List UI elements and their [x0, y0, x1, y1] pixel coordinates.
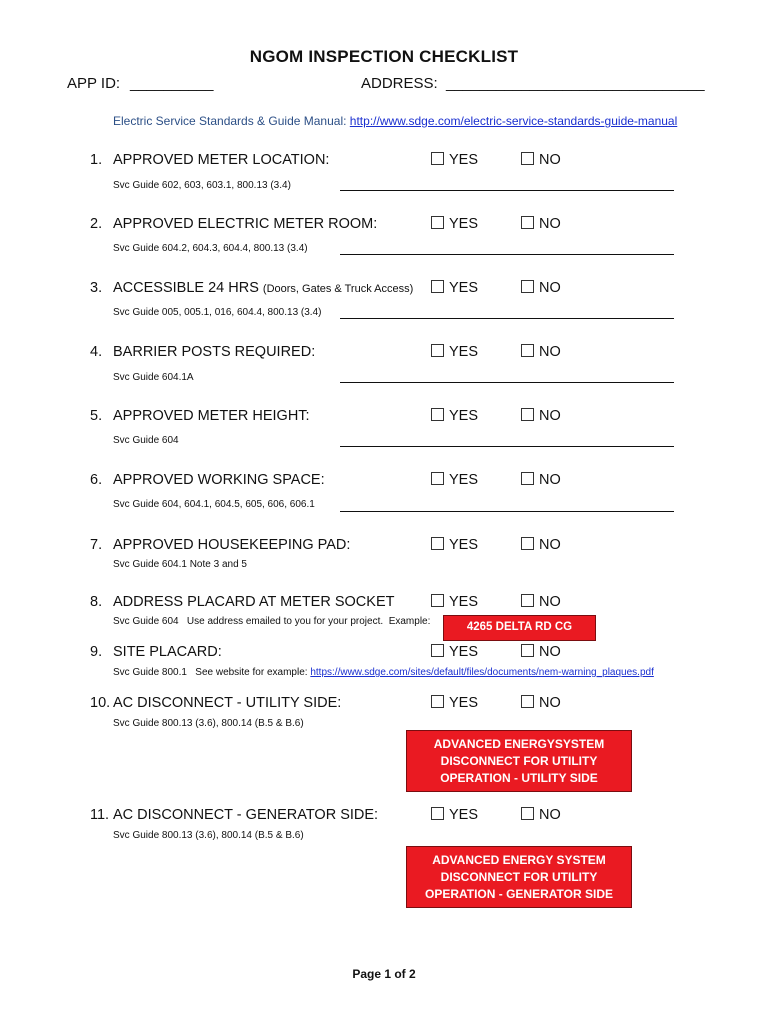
yes-checkbox[interactable] — [431, 472, 444, 485]
no-option-3[interactable] — [521, 280, 561, 296]
no-option-2[interactable] — [521, 216, 561, 232]
no-option-5[interactable] — [521, 408, 561, 424]
yes-label: YES — [449, 280, 479, 296]
no-checkbox[interactable] — [521, 472, 534, 485]
generator-side-placard — [406, 846, 632, 908]
yes-option-2[interactable] — [431, 216, 478, 232]
placard-line: DISCONNECT FOR UTILITY — [440, 754, 598, 768]
yes-label: YES — [449, 408, 479, 424]
notes-line-5[interactable] — [340, 446, 674, 447]
yes-label: YES — [449, 472, 479, 488]
yes-checkbox[interactable] — [431, 695, 444, 708]
item-label-note: (Doors, Gates & Truck Access) — [262, 283, 414, 295]
placard-line: DISCONNECT FOR UTILITY — [440, 870, 598, 884]
no-checkbox[interactable] — [521, 152, 534, 165]
yes-label: YES — [449, 216, 479, 232]
no-label: NO — [539, 344, 561, 360]
yes-option-3[interactable] — [431, 280, 478, 296]
no-label: NO — [539, 472, 561, 488]
yes-checkbox[interactable] — [431, 594, 444, 607]
yes-label: YES — [449, 807, 479, 823]
no-option-10[interactable] — [521, 695, 561, 711]
no-label: NO — [539, 537, 561, 553]
notes-line-1[interactable] — [340, 190, 674, 191]
item-label: APPROVED METER HEIGHT: — [113, 408, 310, 424]
item-reference: Svc Guide 604.1A — [113, 372, 194, 383]
placard-line: ADVANCED ENERGY SYSTEM — [432, 853, 606, 867]
no-option-11[interactable] — [521, 807, 561, 823]
yes-checkbox[interactable] — [431, 408, 444, 421]
item-reference: Svc Guide 604.2, 604.3, 604.4, 800.13 (3.4) — [113, 243, 308, 254]
no-label: NO — [539, 807, 561, 823]
item-number: 7. — [90, 537, 103, 553]
item-label: APPROVED ELECTRIC METER ROOM: — [113, 216, 378, 232]
yes-option-6[interactable] — [431, 472, 478, 488]
item-number: 4. — [90, 344, 103, 360]
notes-line-6[interactable] — [340, 511, 674, 512]
yes-option-9[interactable] — [431, 644, 478, 660]
no-label: NO — [539, 594, 561, 610]
yes-label: YES — [449, 695, 479, 711]
no-checkbox[interactable] — [521, 594, 534, 607]
no-checkbox[interactable] — [521, 644, 534, 657]
item-number: 9. — [90, 644, 103, 660]
yes-checkbox[interactable] — [431, 537, 444, 550]
no-checkbox[interactable] — [521, 344, 534, 357]
item-label: APPROVED HOUSEKEEPING PAD: — [113, 537, 351, 553]
placard-line: OPERATION - UTILITY SIDE — [440, 771, 598, 785]
no-checkbox[interactable] — [521, 537, 534, 550]
no-label: NO — [539, 695, 561, 711]
no-option-8[interactable] — [521, 594, 561, 610]
yes-option-10[interactable] — [431, 695, 478, 711]
notes-line-3[interactable] — [340, 318, 674, 319]
no-option-4[interactable] — [521, 344, 561, 360]
item-number: 6. — [90, 472, 103, 488]
item-number: 10. — [90, 695, 111, 711]
item-label: ADDRESS PLACARD AT METER SOCKET — [113, 594, 395, 610]
no-option-6[interactable] — [521, 472, 561, 488]
notes-line-4[interactable] — [340, 382, 674, 383]
app-id-label: APP ID: — [67, 75, 121, 92]
yes-option-4[interactable] — [431, 344, 478, 360]
yes-option-7[interactable] — [431, 537, 478, 553]
item-label: APPROVED METER LOCATION: — [113, 152, 330, 168]
item-label-text: ACCESSIBLE 24 HRS — [113, 280, 259, 296]
item-label: AC DISCONNECT - GENERATOR SIDE: — [113, 807, 379, 823]
no-label: NO — [539, 644, 561, 660]
site-placard-link[interactable]: https://www.sdge.com/sites/default/files/documents/nem-warning_plaques.pdf — [310, 667, 654, 678]
item-reference: Svc Guide 800.13 (3.6), 800.14 (B.5 & B.6) — [113, 718, 304, 729]
app-id-field[interactable]: __________ — [130, 75, 214, 92]
item-reference: Svc Guide 604, 604.1, 604.5, 605, 606, 606.1 — [113, 499, 315, 510]
address-placard-example: 4265 DELTA RD CG — [443, 615, 596, 641]
item-label: BARRIER POSTS REQUIRED: — [113, 344, 316, 360]
yes-checkbox[interactable] — [431, 807, 444, 820]
yes-checkbox[interactable] — [431, 344, 444, 357]
address-field[interactable]: _______________________________ — [446, 75, 705, 92]
yes-option-8[interactable] — [431, 594, 478, 610]
yes-checkbox[interactable] — [431, 216, 444, 229]
yes-label: YES — [449, 537, 479, 553]
address-label: ADDRESS: — [361, 75, 438, 92]
item-reference: Svc Guide 604.1 Note 3 and 5 — [113, 559, 247, 570]
no-label: NO — [539, 152, 561, 168]
item-number: 1. — [90, 152, 103, 168]
item-reference-text: Svc Guide 800.1 See website for example: — [113, 667, 308, 678]
no-label: NO — [539, 408, 561, 424]
yes-label: YES — [449, 644, 479, 660]
item-reference: Svc Guide 602, 603, 603.1, 800.13 (3.4) — [113, 180, 291, 191]
placard-line: ADVANCED ENERGYSYSTEM — [433, 737, 605, 751]
yes-option-11[interactable] — [431, 807, 478, 823]
yes-label: YES — [449, 594, 479, 610]
no-checkbox[interactable] — [521, 807, 534, 820]
page-title: NGOM INSPECTION CHECKLIST — [249, 47, 519, 66]
item-number: 3. — [90, 280, 103, 296]
no-checkbox[interactable] — [521, 408, 534, 421]
item-reference: Svc Guide 604 Use address emailed to you for your project. Example: — [113, 616, 431, 627]
item-number: 8. — [90, 594, 103, 610]
no-option-7[interactable] — [521, 537, 561, 553]
item-reference: Svc Guide 800.13 (3.6), 800.14 (B.5 & B.6) — [113, 830, 304, 841]
no-checkbox[interactable] — [521, 695, 534, 708]
placard-line: OPERATION - GENERATOR SIDE — [424, 887, 613, 901]
no-label: NO — [539, 280, 561, 296]
page-number: Page 1 of 2 — [352, 967, 416, 981]
no-option-1[interactable] — [521, 152, 561, 168]
yes-option-1[interactable] — [431, 152, 478, 168]
no-label: NO — [539, 216, 561, 232]
no-checkbox[interactable] — [521, 280, 534, 293]
item-reference — [113, 667, 654, 678]
yes-checkbox[interactable] — [431, 280, 444, 293]
item-number: 2. — [90, 216, 103, 232]
item-label: AC DISCONNECT - UTILITY SIDE: — [113, 695, 342, 711]
notes-line-2[interactable] — [340, 254, 674, 255]
item-number: 5. — [90, 408, 103, 424]
item-label: APPROVED WORKING SPACE: — [113, 472, 325, 488]
item-label: SITE PLACARD: — [113, 644, 222, 660]
item-number: 11. — [90, 807, 110, 823]
manual-link[interactable]: http://www.sdge.com/electric-service-standards-guide-manual — [349, 114, 678, 128]
no-option-9[interactable] — [521, 644, 561, 660]
item-reference: Svc Guide 604 — [113, 435, 179, 446]
manual-reference — [113, 114, 677, 128]
item-label — [113, 280, 413, 296]
yes-checkbox[interactable] — [431, 644, 444, 657]
yes-label: YES — [449, 152, 479, 168]
utility-side-placard — [406, 730, 632, 792]
yes-checkbox[interactable] — [431, 152, 444, 165]
yes-label: YES — [449, 344, 479, 360]
no-checkbox[interactable] — [521, 216, 534, 229]
manual-label: Electric Service Standards & Guide Manual: — [113, 114, 347, 128]
item-reference: Svc Guide 005, 005.1, 016, 604.4, 800.13 (3.4) — [113, 307, 322, 318]
yes-option-5[interactable] — [431, 408, 478, 424]
